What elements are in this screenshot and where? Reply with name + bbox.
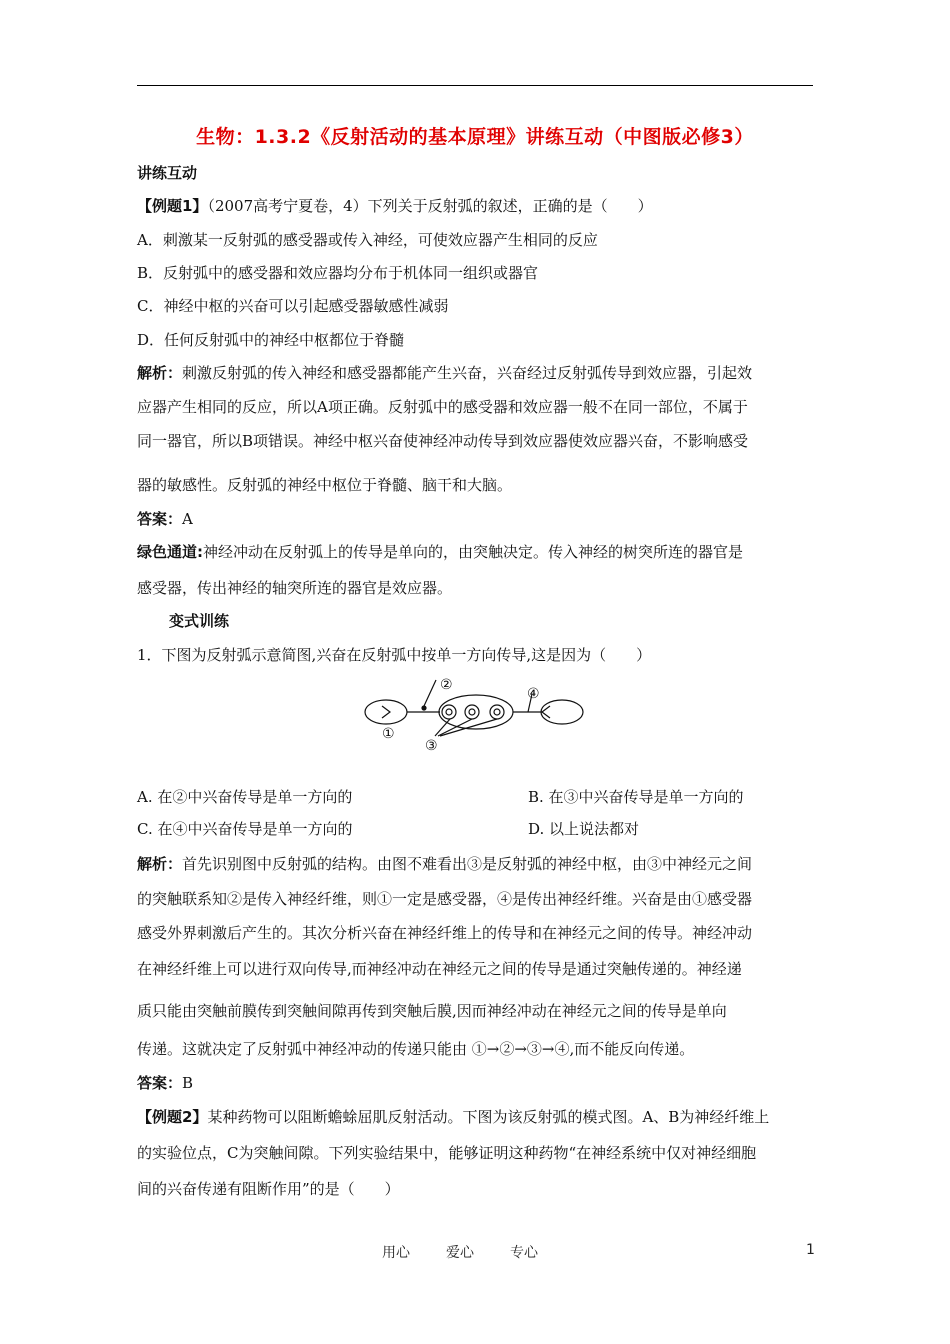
example1-analysis-line <box>137 362 817 384</box>
nerve-center-ellipse <box>439 695 513 729</box>
variant-analysis-line <box>137 853 817 875</box>
variant-analysis-line: 质只能由突触前膜传到突触间隙再传到突触后膜,因而神经冲动在神经元之间的传导是单向 <box>137 1002 727 1020</box>
arrow-left-icon <box>542 706 550 718</box>
fiber-node <box>422 706 426 710</box>
label-2: ② <box>440 677 453 693</box>
variant-answer <box>137 1072 817 1094</box>
answer-value: B <box>182 1074 194 1092</box>
analysis-text: 首先识别图中反射弧的结构。由图不难看出③是反射弧的神经中枢，由③中神经元之间 <box>182 855 753 873</box>
analysis-label: 解析： <box>137 855 183 873</box>
variant-analysis-line: 传递。这就决定了反射弧中神经冲动的传递只能由 ①→②→③→④,而不能反向传递。 <box>137 1040 695 1058</box>
receptor-ellipse <box>365 700 407 724</box>
variant-analysis-line: 在神经纤维上可以进行双向传导,而神经冲动在神经元之间的传导是通过突触传递的。神经递 <box>137 960 742 978</box>
reflex-arc-diagram <box>362 672 592 754</box>
green-channel-text: 神经冲动在反射弧上的传导是单向的，由突触决定。传入神经的树突所连的器官是 <box>203 543 744 561</box>
effector-ellipse <box>541 700 583 724</box>
footer-motto-3: 专心 <box>510 1245 538 1261</box>
label-4: ④ <box>527 686 540 702</box>
example2-line: 间的兴奋传递有阻断作用”的是（ ） <box>137 1180 400 1198</box>
example2-label: 【例题2】 <box>137 1108 208 1126</box>
answer-value: A <box>182 510 193 528</box>
example2-line <box>137 1106 817 1128</box>
arrow-right-icon <box>382 706 390 718</box>
label-1: ① <box>382 726 395 742</box>
page-number: 1 <box>806 1242 815 1258</box>
document-title: 生物：1.3.2《反射活动的基本原理》讲练互动（中图版必修3） <box>196 126 754 148</box>
variant-option-b: B. 在③中兴奋传导是单一方向的 <box>528 788 744 806</box>
example1-option-c: C．神经中枢的兴奋可以引起感受器敏感性减弱 <box>137 297 449 315</box>
neuron-1 <box>442 705 456 719</box>
example1-option-d: D．任何反射弧中的神经中枢都位于脊髓 <box>137 331 405 349</box>
footer-motto-2: 爱心 <box>446 1245 474 1261</box>
answer-label: 答案： <box>137 1074 183 1092</box>
variant-question-1: 1．下图为反射弧示意简图,兴奋在反射弧中按单一方向传导,这是因为（ ） <box>137 646 652 664</box>
green-channel-line <box>137 541 817 563</box>
label-3: ③ <box>425 738 438 754</box>
example2-line: 的实验位点，C为突触间隙。下列实验结果中，能够证明这种药物“在神经系统中仅对神经细胞 <box>137 1144 757 1162</box>
neuron-2 <box>465 705 479 719</box>
variant-option-c: C. 在④中兴奋传导是单一方向的 <box>137 820 353 838</box>
variant-option-d: D. 以上说法都对 <box>528 820 640 838</box>
answer-label: 答案： <box>137 510 183 528</box>
section-heading: 讲练互动 <box>137 164 198 182</box>
example2-text: 某种药物可以阻断蟾蜍屈肌反射活动。下图为该反射弧的模式图。A、B为神经纤维上 <box>207 1108 770 1126</box>
variant-option-a: A. 在②中兴奋传导是单一方向的 <box>137 788 353 806</box>
example1-analysis-line: 应器产生相同的反应，所以A项正确。反射弧中的感受器和效应器一般不在同一部位，不属于 <box>137 398 748 416</box>
example1-label: 【例题1】 <box>137 197 208 215</box>
example1-analysis-line: 器的敏感性。反射弧的神经中枢位于脊髓、脑干和大脑。 <box>137 476 513 494</box>
example1-option-b: B．反射弧中的感受器和效应器均分布于机体同一组织或器官 <box>137 264 539 282</box>
green-channel-line: 感受器，传出神经的轴突所连的器官是效应器。 <box>137 579 453 597</box>
label-2-pointer <box>424 680 436 706</box>
example1-analysis-line: 同一器官，所以B项错误。神经中枢兴奋使神经冲动传导到效应器使效应器兴奋，不影响感受 <box>137 432 749 450</box>
example1-question: （2007高考宁夏卷，4）下列关于反射弧的叙述，正确的是（ ） <box>207 197 653 215</box>
footer-motto-1: 用心 <box>382 1245 410 1261</box>
variant-heading: 变式训练 <box>169 612 230 630</box>
neuron-3 <box>490 705 504 719</box>
variant-analysis-line: 的突触联系知②是传入神经纤维，则①一定是感受器，④是传出神经纤维。兴奋是由①感受器 <box>137 890 753 908</box>
example1-answer <box>137 508 817 530</box>
analysis-text: 刺激反射弧的传入神经和感受器都能产生兴奋，兴奋经过反射弧传导到效应器，引起效 <box>182 364 753 382</box>
analysis-label: 解析： <box>137 364 183 382</box>
example1-option-a: A．刺激某一反射弧的感受器或传入神经，可使效应器产生相同的反应 <box>137 231 598 249</box>
variant-analysis-line: 感受外界刺激后产生的。其次分析兴奋在神经纤维上的传导和在神经元之间的传导。神经冲动 <box>137 924 753 942</box>
example1-stem <box>137 195 817 217</box>
green-channel-label: 绿色通道: <box>137 543 203 561</box>
header-rule <box>137 85 813 86</box>
